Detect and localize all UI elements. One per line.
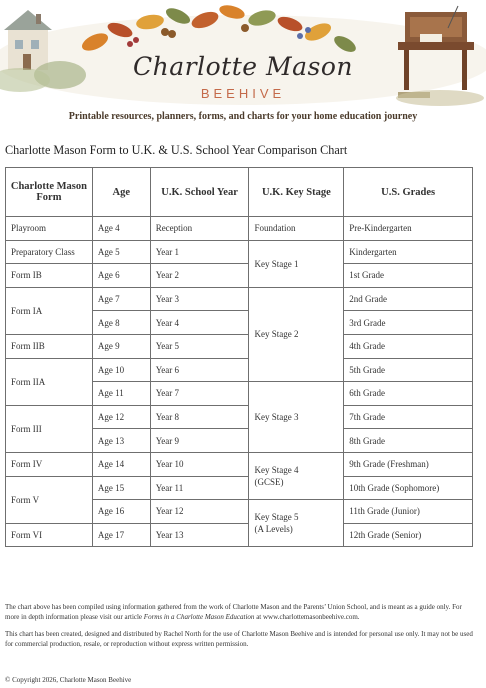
age-cell: Age 5 — [92, 240, 150, 264]
key-stage-cell: Key Stage 2 — [249, 287, 344, 381]
age-cell: Age 7 — [92, 287, 150, 311]
uk-year-cell: Year 6 — [150, 358, 249, 382]
form-cell: Playroom — [6, 217, 93, 241]
table-row — [6, 240, 473, 264]
key-stage-4-note: (GCSE) — [254, 477, 284, 488]
uk-year-cell: Year 10 — [150, 452, 249, 476]
note-text: The chart above has been compiled using information gathered from the work of Charlotte Mason and the Parents’ Union School, and is meant as a guide only. For more in depth information please visit our article — [5, 603, 462, 621]
key-stage-cell — [249, 500, 344, 547]
uk-year-cell: Year 8 — [150, 405, 249, 429]
form-cell: Form V — [6, 476, 93, 523]
age-cell: Age 9 — [92, 334, 150, 358]
age-cell: Age 14 — [92, 452, 150, 476]
uk-year-cell: Year 12 — [150, 500, 249, 524]
us-grade-cell: 9th Grade (Freshman) — [344, 452, 473, 476]
form-cell: Form IIA — [6, 358, 93, 405]
uk-year-cell: Reception — [150, 217, 249, 241]
form-cell: Form IV — [6, 452, 93, 476]
us-grade-cell: 4th Grade — [344, 334, 473, 358]
key-stage-4-label: Key Stage 4 — [254, 465, 299, 476]
us-grade-cell: Kindergarten — [344, 240, 473, 264]
form-cell: Form IA — [6, 287, 93, 334]
form-cell: Form III — [6, 405, 93, 452]
table-row — [6, 358, 473, 382]
age-cell: Age 6 — [92, 264, 150, 288]
header-age: Age — [92, 168, 150, 217]
note-paragraph-2: This chart has been created, designed and distributed by Rachel North for the use of Charlotte Mason Beehive and is intended for personal use only. It may not be used for commercial production, resale, or reproduction without express written permission. — [5, 630, 473, 648]
table-row — [6, 523, 473, 547]
note-text: at www.charlottemasonbeehive.com. — [254, 612, 360, 621]
key-stage-5-label: Key Stage 5 — [254, 512, 299, 523]
uk-year-cell: Year 3 — [150, 287, 249, 311]
age-cell: Age 15 — [92, 476, 150, 500]
us-grade-cell: 7th Grade — [344, 405, 473, 429]
brand-subtitle: BEEHIVE — [200, 86, 286, 101]
age-cell: Age 8 — [92, 311, 150, 335]
age-cell: Age 13 — [92, 429, 150, 453]
key-stage-cell — [249, 452, 344, 499]
us-grade-cell: 6th Grade — [344, 382, 473, 406]
age-cell: Age 12 — [92, 405, 150, 429]
table-header-row — [6, 168, 473, 217]
header-cm-form: Charlotte Mason Form — [6, 168, 93, 217]
us-grade-cell: Pre-Kindergarten — [344, 217, 473, 241]
form-cell: Form VI — [6, 523, 93, 547]
us-grade-cell: 12th Grade (Senior) — [344, 523, 473, 547]
copyright: © Copyright 2026, Charlotte Mason Beehive — [5, 676, 132, 684]
table-row — [6, 217, 473, 241]
us-grade-cell: 8th Grade — [344, 429, 473, 453]
header-banner — [0, 0, 486, 108]
uk-year-cell: Year 7 — [150, 382, 249, 406]
form-cell: Form IIB — [6, 334, 93, 358]
age-cell: Age 10 — [92, 358, 150, 382]
uk-year-cell: Year 4 — [150, 311, 249, 335]
us-grade-cell: 2nd Grade — [344, 287, 473, 311]
table-row — [6, 452, 473, 476]
tagline: Printable resources, planners, forms, and charts for your home education journey — [68, 111, 418, 122]
key-stage-cell: Key Stage 3 — [249, 382, 344, 453]
uk-year-cell: Year 11 — [150, 476, 249, 500]
uk-year-cell: Year 13 — [150, 523, 249, 547]
brand-title: Charlotte Mason — [133, 52, 353, 81]
uk-year-cell: Year 5 — [150, 334, 249, 358]
key-stage-cell: Foundation — [249, 217, 344, 241]
table-row — [6, 287, 473, 311]
chart-title: Charlotte Mason Form to U.K. & U.S. School Year Comparison Chart — [5, 143, 348, 157]
us-grade-cell: 5th Grade — [344, 358, 473, 382]
age-cell: Age 16 — [92, 500, 150, 524]
us-grade-cell: 1st Grade — [344, 264, 473, 288]
header-us-grades: U.S. Grades — [344, 168, 473, 217]
key-stage-cell: Key Stage 1 — [249, 240, 344, 287]
uk-year-cell: Year 1 — [150, 240, 249, 264]
form-cell: Form IB — [6, 264, 93, 288]
table-row — [6, 405, 473, 429]
table-row — [6, 476, 473, 500]
header-uk-school-year: U.K. School Year — [150, 168, 249, 217]
note-paragraph-1 — [5, 603, 475, 622]
table-row — [6, 264, 473, 288]
article-link[interactable]: Forms in a Charlotte Mason Education — [143, 612, 255, 621]
comparison-table — [5, 167, 473, 547]
header-uk-key-stage: U.K. Key Stage — [249, 168, 344, 217]
age-cell: Age 17 — [92, 523, 150, 547]
table-row — [6, 334, 473, 358]
us-grade-cell: 11th Grade (Junior) — [344, 500, 473, 524]
form-cell: Preparatory Class — [6, 240, 93, 264]
key-stage-5-note: (A Levels) — [254, 524, 293, 535]
age-cell: Age 11 — [92, 382, 150, 406]
age-cell: Age 4 — [92, 217, 150, 241]
us-grade-cell: 10th Grade (Sophomore) — [344, 476, 473, 500]
footnotes — [5, 603, 475, 657]
uk-year-cell: Year 9 — [150, 429, 249, 453]
us-grade-cell: 3rd Grade — [344, 311, 473, 335]
uk-year-cell: Year 2 — [150, 264, 249, 288]
